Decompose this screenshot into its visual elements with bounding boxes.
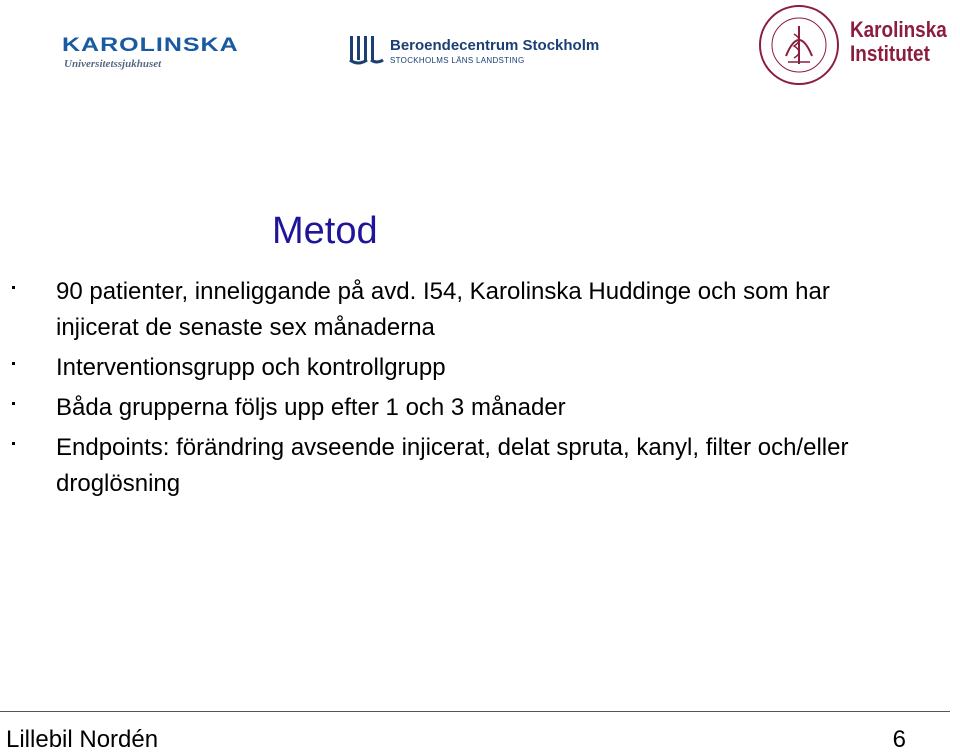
bullet-marker-icon xyxy=(12,402,15,405)
footer-divider xyxy=(0,711,950,712)
karolinska-institutet-seal-icon xyxy=(758,4,840,86)
karolinska-universitetssjukhuset-logo xyxy=(60,34,320,74)
beroendecentrum-logo xyxy=(348,34,648,68)
beroendecentrum-name: Beroendecentrum Stockholm xyxy=(390,37,600,54)
footer-author: Lillebil Nordén xyxy=(6,726,159,753)
karolinska-logo-subtitle: Universitetssjukhuset xyxy=(64,58,162,70)
bullet-text: Interventionsgrupp och kontrollgrupp xyxy=(56,354,446,381)
bullet-marker-icon xyxy=(12,286,15,289)
bullet-text: Endpoints: förändring avseende injicerat, delat spruta, kanyl, filter och/eller droglösning xyxy=(56,434,849,497)
slide-title: Metod xyxy=(272,210,378,252)
bullet-marker-icon xyxy=(12,442,15,445)
bullet-text: Båda grupperna följs upp efter 1 och 3 månader xyxy=(56,394,566,421)
beroendecentrum-subtitle: STOCKHOLMS LÄNS LANDSTING xyxy=(390,56,525,65)
sll-mark-icon xyxy=(348,34,386,66)
ki-wordmark-line2: Institutet xyxy=(850,41,930,66)
karolinska-institutet-wordmark xyxy=(850,18,960,66)
bullet-text: 90 patienter, inneliggande på avd. I54, Karolinska Huddinge och som har injicerat de senaste sex månaderna xyxy=(56,278,830,341)
page-number: 6 xyxy=(892,726,906,753)
ki-wordmark-line1: Karolinska xyxy=(850,17,947,42)
karolinska-logo-name: KAROLINSKA xyxy=(62,34,239,56)
bullet-marker-icon xyxy=(12,362,15,365)
